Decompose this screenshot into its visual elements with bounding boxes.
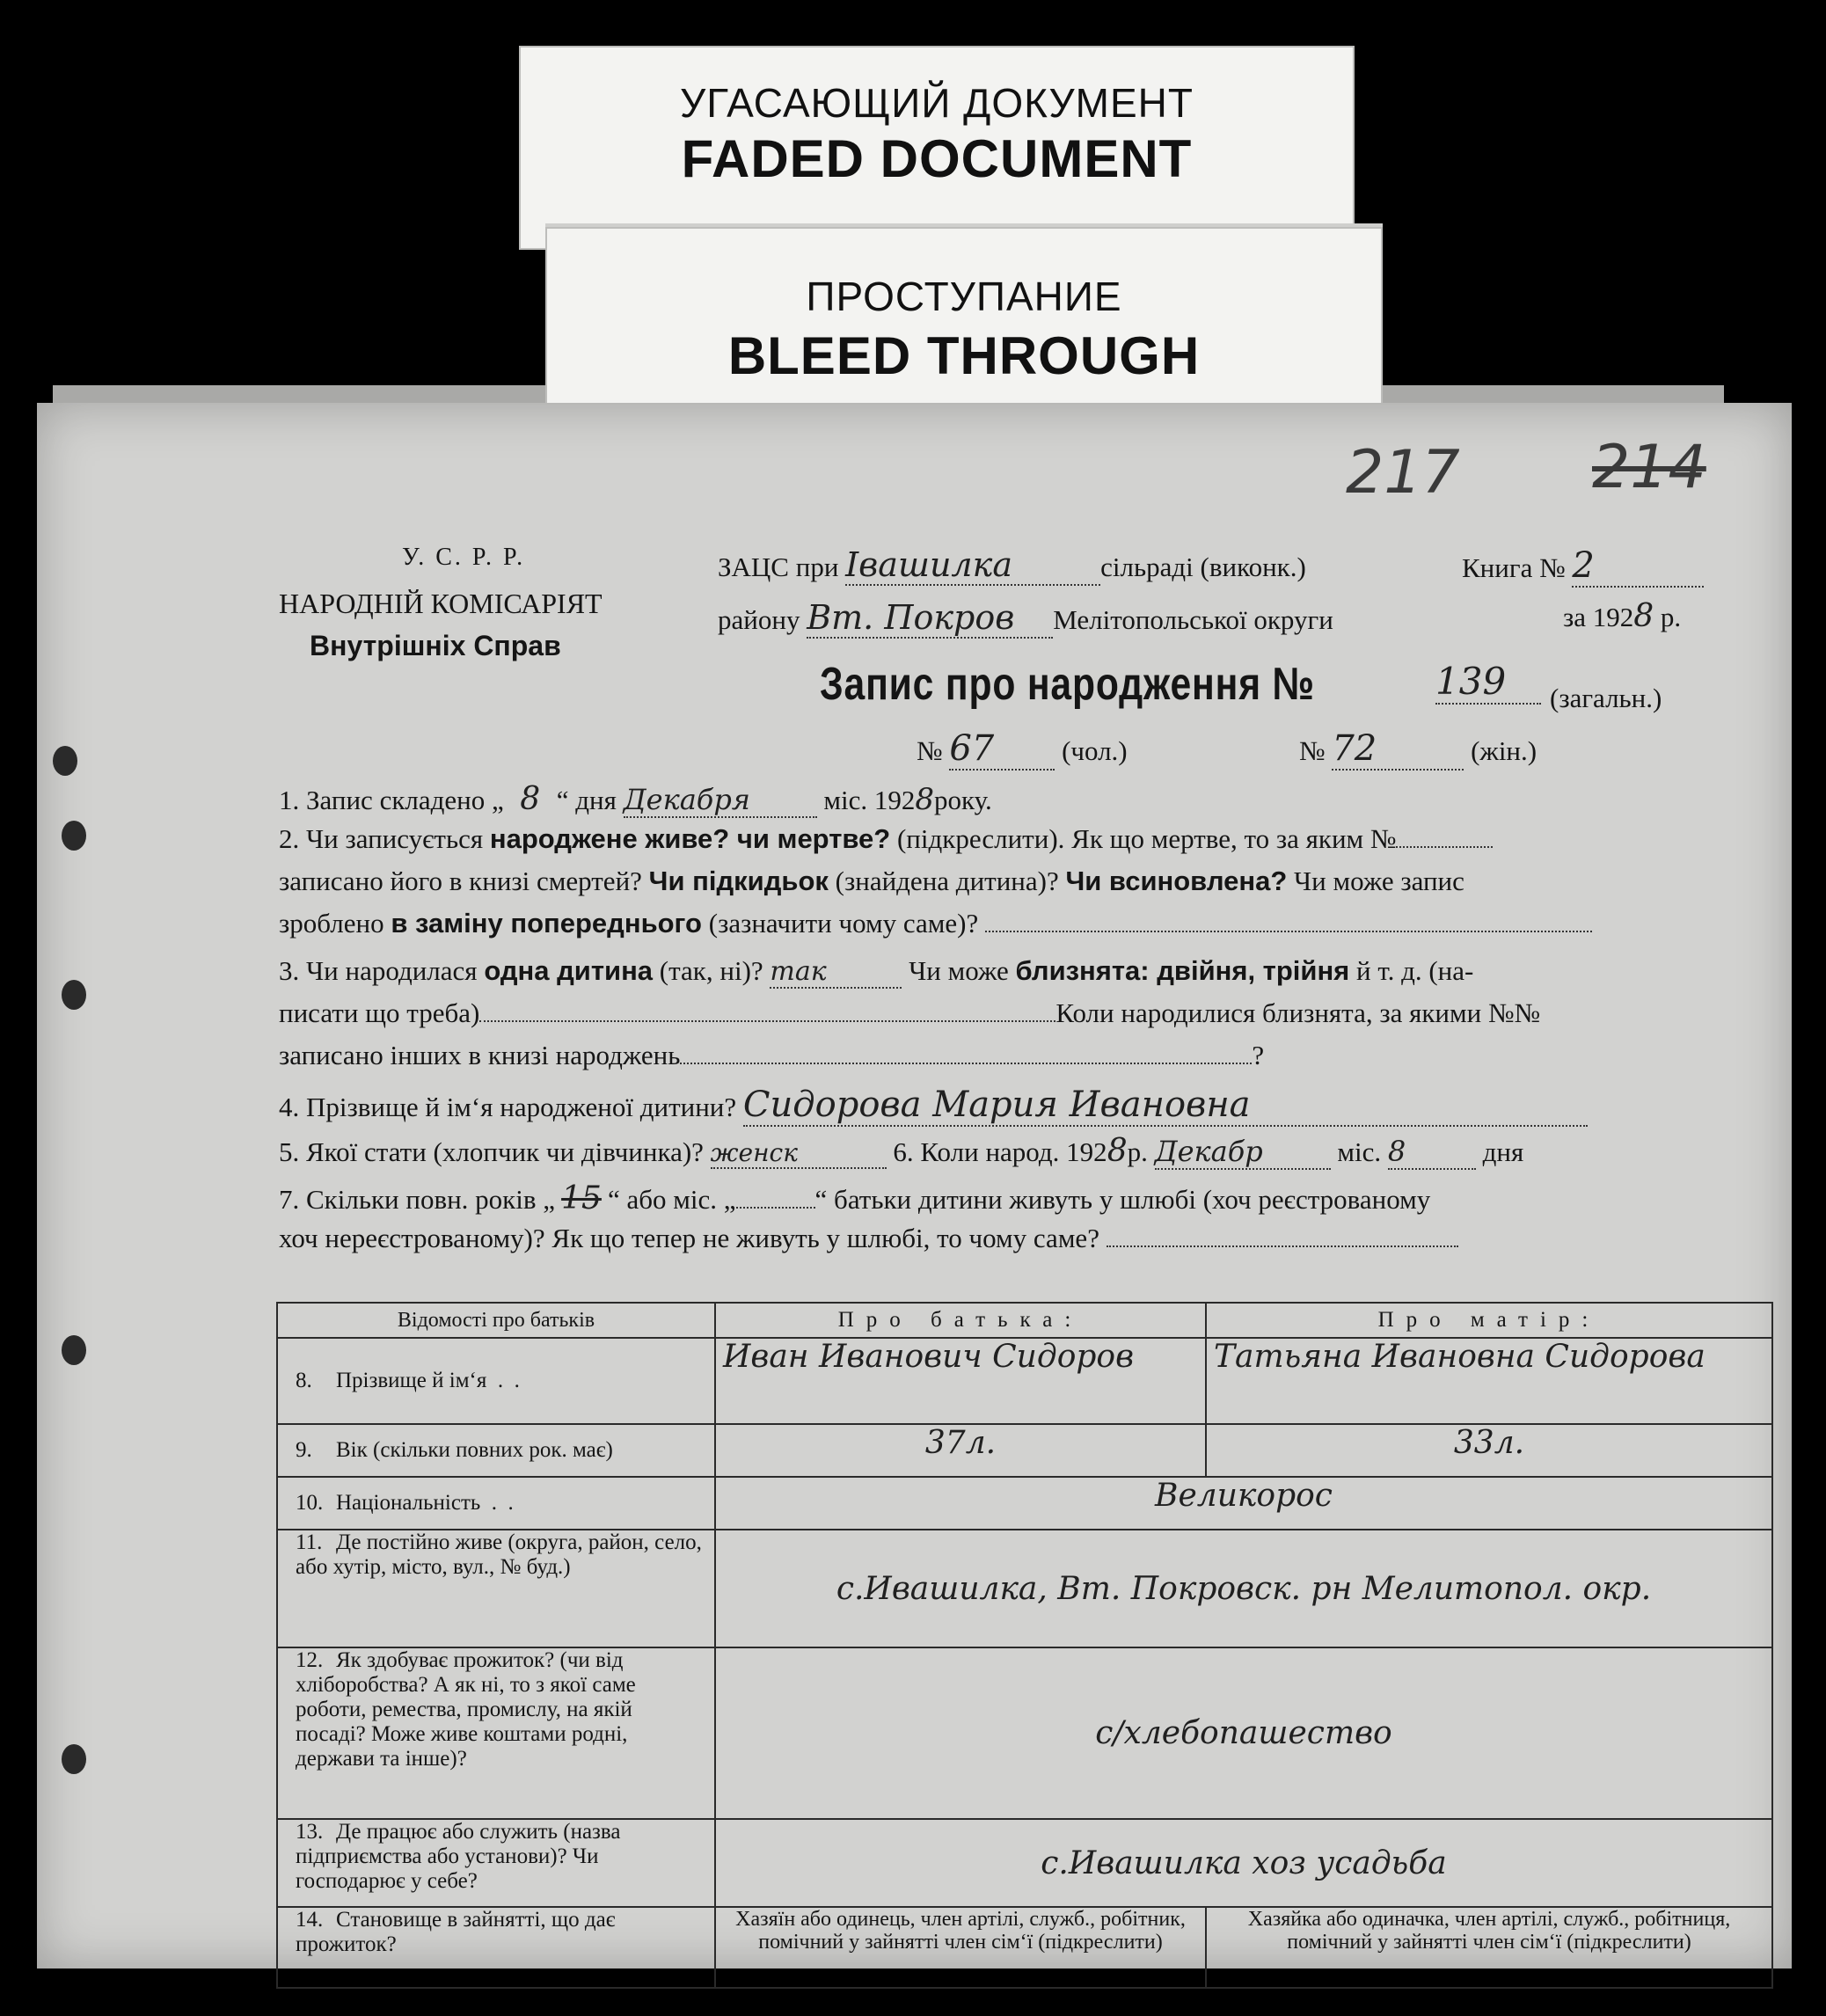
q7-text: 7. Скільки повн. років „ bbox=[279, 1184, 555, 1215]
faded-label-ru: УГАСАЮЩИЙ ДОКУМЕНТ bbox=[680, 80, 1194, 126]
q1-day: 8 bbox=[520, 781, 541, 817]
q3-text-h: Коли народилися близнята, за якими №№ bbox=[1055, 997, 1541, 1028]
zags-line bbox=[718, 545, 1306, 586]
question-5-6 bbox=[279, 1133, 1523, 1170]
q2-text-h: Чи може запис bbox=[1287, 866, 1464, 896]
q2-bold-j: в заміну попереднього bbox=[391, 908, 702, 939]
father-occupation-status: Хазяїн або одинець, член артілі, служб., робітник, помічний у зайнятті член сім‘ї (підкреслити) bbox=[715, 1907, 1206, 1988]
faded-document-label bbox=[519, 46, 1355, 250]
village-field: Івашилка bbox=[845, 545, 1100, 586]
q2-death-no-field bbox=[1396, 846, 1493, 848]
table-row bbox=[277, 1530, 1772, 1647]
district-label: району bbox=[718, 604, 800, 635]
q2-bold-g: Чи всиновлена? bbox=[1065, 866, 1288, 896]
commissariat-heading: НАРОДНІЙ КОМІСАРІЯТ bbox=[279, 588, 603, 619]
question-3-line-1 bbox=[279, 955, 1473, 989]
female-count-line bbox=[1299, 728, 1537, 771]
child-sex: женск bbox=[711, 1138, 887, 1169]
archive-old-number: 214 bbox=[1592, 433, 1706, 502]
book-line bbox=[1462, 545, 1704, 588]
q3-other-records-field bbox=[680, 1063, 1252, 1064]
district-line bbox=[718, 598, 1333, 639]
q2-text-f: (знайдена дитина)? bbox=[828, 866, 1066, 896]
father-surname-name: Иван Иванович Сидоров bbox=[715, 1338, 1206, 1424]
child-name: Сидорова Мария Ивановна bbox=[743, 1085, 1588, 1127]
binding-hole bbox=[62, 1335, 86, 1365]
row-label-text: Вік (скільки повних рок. має) bbox=[336, 1438, 613, 1462]
q3-text-f: й т. д. (на- bbox=[1349, 955, 1474, 986]
male-number: 67 bbox=[949, 728, 1055, 771]
binding-hole bbox=[62, 821, 86, 851]
table-header-row bbox=[277, 1303, 1772, 1338]
row-number: 10. bbox=[296, 1491, 324, 1515]
year-label: за 192 bbox=[1563, 602, 1634, 632]
bleed-label-en: BLEED THROUGH bbox=[727, 326, 1201, 385]
book-number-field: 2 bbox=[1572, 545, 1704, 588]
district-field: Вт. Покров bbox=[807, 598, 1053, 639]
question-3-line-2 bbox=[279, 997, 1540, 1029]
row-label-text: Прізвище й ім‘я bbox=[336, 1369, 487, 1392]
q3-bold-e: близнята: двійня, трійня bbox=[1015, 955, 1350, 986]
q2-bold: народжене живе? чи мертве? bbox=[489, 823, 891, 854]
row-label bbox=[277, 1530, 715, 1647]
table-row bbox=[277, 1338, 1772, 1424]
birth-year: 8 bbox=[1107, 1133, 1128, 1169]
bleed-label-ru: ПРОСТУПАНИЕ bbox=[806, 274, 1122, 319]
q3-twins-field bbox=[479, 1020, 1055, 1022]
q3-text: 3. Чи народилася bbox=[279, 955, 485, 986]
record-title: Запис про народження № bbox=[820, 659, 1315, 710]
female-number: 72 bbox=[1332, 728, 1464, 771]
table-row bbox=[277, 1424, 1772, 1477]
q6-text: 6. Коли народ. 192 bbox=[893, 1136, 1107, 1167]
question-7-line-2 bbox=[279, 1223, 1458, 1254]
female-suffix: (жін.) bbox=[1471, 735, 1537, 766]
row-label bbox=[277, 1424, 715, 1477]
birth-day: 8 bbox=[1388, 1135, 1476, 1170]
q2-reason-field bbox=[985, 931, 1592, 932]
q7-text-c: “ батьки дитини живуть у шлюбі (хоч реєстрованому bbox=[814, 1184, 1431, 1215]
okrug-text: Мелітопольської округи bbox=[1053, 604, 1333, 635]
q4-text: 4. Прізвище й ім‘я народженої дитини? bbox=[279, 1092, 737, 1122]
q3-text-i: записано інших в книзі народжень bbox=[279, 1040, 681, 1070]
q2-text-c: (підкреслити). Як що мертве, то за яким № bbox=[890, 823, 1397, 854]
row-number: 8. bbox=[296, 1369, 312, 1392]
q1-month: Декабря bbox=[624, 783, 817, 818]
q1-text-d: року. bbox=[934, 785, 992, 815]
q6-text-d: дня bbox=[1482, 1136, 1524, 1167]
row-number: 14. bbox=[296, 1908, 324, 1932]
row-label bbox=[277, 1907, 715, 1988]
row-number: 12. bbox=[296, 1648, 324, 1672]
q1-year: 8 bbox=[915, 782, 935, 817]
council-suffix: сільраді (виконк.) bbox=[1100, 551, 1306, 582]
archive-number: 217 bbox=[1346, 438, 1460, 508]
q1-text-c: міс. 192 bbox=[823, 785, 916, 815]
row-label bbox=[277, 1647, 715, 1819]
row-label: 10. Національність . . bbox=[277, 1477, 715, 1530]
mother-surname-name: Татьяна Ивановна Сидорова bbox=[1206, 1338, 1772, 1424]
question-2-line-1 bbox=[279, 823, 1493, 855]
marriage-months-field bbox=[736, 1207, 815, 1209]
question-4 bbox=[279, 1085, 1588, 1127]
q3-text-c: (так, ні)? bbox=[653, 955, 763, 986]
q1-text-b: “ дня bbox=[556, 785, 617, 815]
workplace: с.Ивашилка хоз усадьба bbox=[715, 1819, 1772, 1907]
q7-text-d: хоч нереєстрованому)? Як що тепер не живуть у шлюбі, то чому саме? bbox=[279, 1223, 1099, 1253]
q3-bold: одна дитина bbox=[484, 955, 654, 986]
general-label: (загальн.) bbox=[1550, 683, 1662, 713]
q2-text-i: зроблено bbox=[279, 908, 391, 939]
row-label-text: Становище в зайнятті, що дає прожиток? bbox=[296, 1908, 616, 1956]
question-2-line-2 bbox=[279, 866, 1464, 897]
table-row bbox=[277, 1907, 1772, 1988]
row-label bbox=[277, 1819, 715, 1907]
mother-age: 33л. bbox=[1206, 1424, 1772, 1477]
residence: с.Ивашилка, Вт. Покровск. рн Мелитопол. окр. bbox=[715, 1530, 1772, 1647]
row-number: 9. bbox=[296, 1438, 312, 1462]
zags-prefix: ЗАЦС при bbox=[718, 551, 839, 582]
binding-hole bbox=[62, 1744, 86, 1774]
header-father: Про батька: bbox=[715, 1303, 1206, 1338]
q7-text-b: “ або міс. „ bbox=[608, 1184, 736, 1215]
father-age: 37л. bbox=[715, 1424, 1206, 1477]
q2-bold-e: Чи підкидьок bbox=[648, 866, 829, 896]
row-label: 8. Прізвище й ім‘я . . bbox=[277, 1338, 715, 1424]
birth-record-sheet bbox=[37, 403, 1792, 1969]
question-3-line-3: записано інших в книзі народжень ? bbox=[279, 1040, 1265, 1070]
q2-text-d: записано його в книзі смертей? bbox=[279, 866, 649, 896]
parents-table bbox=[276, 1302, 1773, 1989]
year-digit: 8 bbox=[1633, 598, 1654, 634]
birth-month: Декабр bbox=[1155, 1135, 1331, 1170]
question-1 bbox=[279, 781, 992, 818]
question-7-line-1 bbox=[279, 1180, 1430, 1216]
row-label-text: Національність bbox=[336, 1491, 481, 1515]
male-count-line bbox=[917, 728, 1128, 771]
q5-text: 5. Якої стати (хлопчик чи дівчинка)? bbox=[279, 1136, 704, 1167]
table-row bbox=[277, 1647, 1772, 1819]
q2-text-k: (зазначити чому саме)? bbox=[702, 908, 979, 939]
q3-text-g: писати що треба) bbox=[279, 997, 480, 1028]
table-row bbox=[277, 1819, 1772, 1907]
header-mother: Про матір: bbox=[1206, 1303, 1772, 1338]
nationality: Великорос bbox=[715, 1477, 1772, 1530]
mother-occupation-status: Хазяйка або одиначка, член артілі, служб., робітниця, помічний у зайнятті член сім‘ї (підкреслити) bbox=[1206, 1907, 1772, 1988]
ussr-heading: У. С. Р. Р. bbox=[402, 544, 526, 571]
q7-reason-field bbox=[1107, 1245, 1458, 1247]
year-line bbox=[1563, 598, 1681, 634]
faded-label-en: FADED DOCUMENT bbox=[681, 129, 1193, 188]
q3-text-d: Чи може bbox=[909, 955, 1016, 986]
male-label: № bbox=[917, 735, 943, 766]
header-info: Відомості про батьків bbox=[277, 1303, 715, 1338]
male-suffix: (чол.) bbox=[1062, 735, 1128, 766]
marriage-years: 15 bbox=[561, 1180, 602, 1216]
row-label-text: Як здобуває прожиток? (чи від хліборобства? А як ні, то з якої саме роботи, ремества, промислу, на якій посаді? Може живе коштами родні, держави та інше)? bbox=[296, 1648, 636, 1771]
livelihood: с/хлебопашество bbox=[715, 1647, 1772, 1819]
q6-text-c: міс. bbox=[1337, 1136, 1382, 1167]
record-number: 139 bbox=[1435, 660, 1541, 705]
department-heading: Внутрішніх Справ bbox=[310, 630, 561, 661]
binding-hole bbox=[62, 980, 86, 1010]
row-label-text: Де працює або служить (назва підприємства або установи)? Чи господарює у себе? bbox=[296, 1820, 621, 1893]
year-suffix: р. bbox=[1660, 602, 1682, 632]
row-number: 13. bbox=[296, 1820, 324, 1844]
q1-text: 1. Запис складено „ bbox=[279, 785, 504, 815]
binding-hole bbox=[53, 746, 77, 776]
q2-text: 2. Чи записується bbox=[279, 823, 490, 854]
table-row bbox=[277, 1477, 1772, 1530]
book-label: Книга № bbox=[1462, 552, 1566, 583]
female-label: № bbox=[1299, 735, 1326, 766]
q3-answer: так bbox=[770, 956, 902, 989]
row-label-text: Де постійно живе (округа, район, село, або хутір, місто, вул., № буд.) bbox=[296, 1530, 702, 1579]
row-number: 11. bbox=[296, 1530, 323, 1554]
bleed-through-label bbox=[545, 227, 1383, 415]
question-2-line-3 bbox=[279, 908, 1592, 939]
q6-text-b: р. bbox=[1127, 1136, 1148, 1167]
